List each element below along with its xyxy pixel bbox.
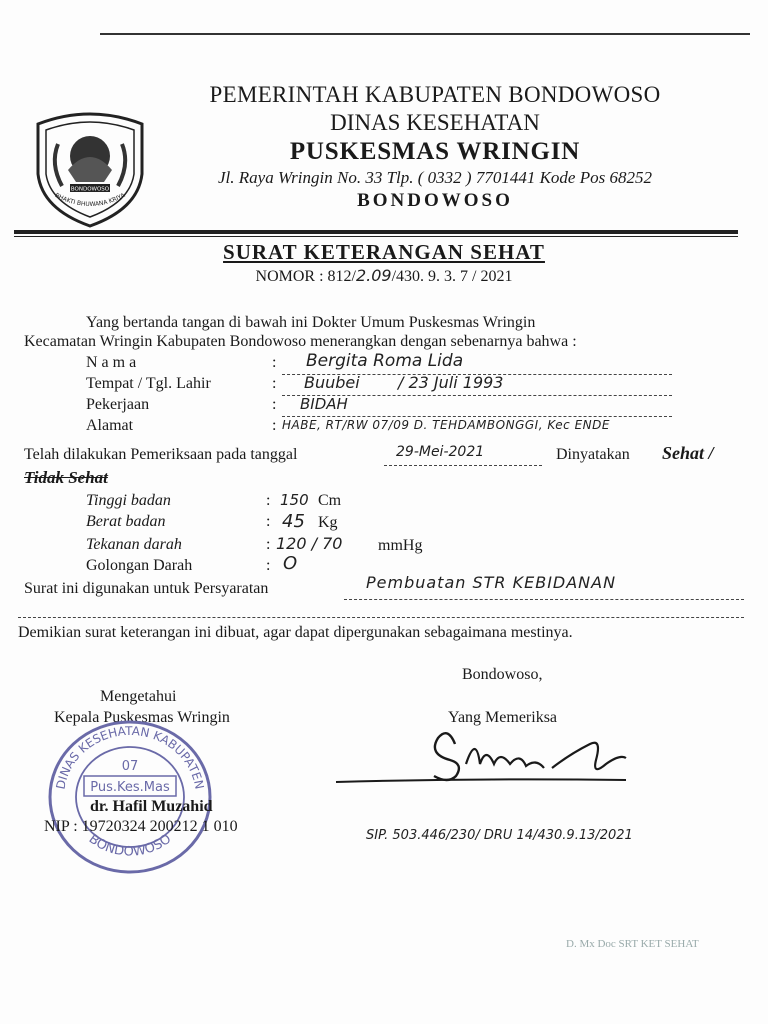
nomor-suffix: /430. 9. 3. 7 / 2021 xyxy=(391,268,513,285)
purpose-label: Surat ini digunakan untuk Persyaratan xyxy=(24,580,269,597)
logo-text-top: BONDOWOSO xyxy=(70,186,110,193)
header-address: Jl. Raya Wringin No. 33 Tlp. ( 0332 ) 7701441 Kode Pos 68252 xyxy=(218,168,652,187)
document-title xyxy=(0,240,768,265)
nomor-hand: 2.09 xyxy=(355,266,392,285)
purpose-dotline2 xyxy=(18,616,744,618)
exam-date-dotline xyxy=(384,464,542,466)
document-number xyxy=(0,266,768,286)
sign-sip: SIP. 503.446/230/ DRU 14/430.9.13/2021 xyxy=(366,828,633,843)
golongan-value: O xyxy=(283,553,298,574)
sign-city-date: Bondowoso, xyxy=(462,666,543,683)
logo-text-bottom: BHAKTI BHUWANA KRIYA xyxy=(53,191,127,209)
sign-left-title1: Mengetahui xyxy=(100,688,177,705)
exam-tidak-sehat: Tidak Sehat xyxy=(24,468,108,487)
tekanan-value: 120 / 70 xyxy=(276,534,343,553)
tekanan-label: Tekanan darah xyxy=(86,536,182,553)
exam-date-value: 29-Mei-2021 xyxy=(396,444,485,460)
ttl-place: Buubei xyxy=(304,373,360,392)
ttl-colon: : xyxy=(272,375,277,392)
footer-faint-text: D. Mx Doc SRT KET SEHAT xyxy=(566,938,699,950)
golongan-colon: : xyxy=(266,557,271,574)
berat-unit: Kg xyxy=(318,514,338,531)
pekerjaan-colon: : xyxy=(272,396,277,413)
nomor-prefix: NOMOR : 812/ xyxy=(255,268,356,285)
ttl-date: / 23 Juli 1993 xyxy=(398,373,504,392)
header-rule-thick xyxy=(14,230,738,234)
alamat-label: Alamat xyxy=(86,417,134,434)
pekerjaan-value: BIDAH xyxy=(300,395,348,413)
nama-label: N a m a xyxy=(86,354,137,371)
nama-value: Bergita Roma Lida xyxy=(306,351,464,371)
tekanan-colon: : xyxy=(266,536,271,553)
closing-statement: Demikian surat keterangan ini dibuat, agar dapat dipergunakan sebagaimana mestinya. xyxy=(18,624,573,641)
tekanan-unit: mmHg xyxy=(378,537,423,554)
header-city: BONDOWOSO xyxy=(357,190,513,211)
header-rule-thin xyxy=(14,236,738,237)
purpose-value: Pembuatan STR KEBIDANAN xyxy=(366,573,617,592)
sign-right-title: Yang Memeriksa xyxy=(448,709,558,726)
examiner-signature xyxy=(330,724,640,794)
berat-colon: : xyxy=(266,513,271,530)
header-line1: PEMERINTAH KABUPATEN BONDOWOSO xyxy=(209,82,661,107)
logo-motto xyxy=(54,192,127,209)
berat-label: Berat badan xyxy=(86,513,166,530)
tinggi-colon: : xyxy=(266,492,271,509)
intro-line1: Yang bertanda tangan di bawah ini Dokter Umum Puskesmas Wringin xyxy=(86,314,536,331)
exam-sehat: Sehat / xyxy=(662,443,714,463)
sign-left-nip: NIP : 19720324 200212 1 010 xyxy=(44,818,238,835)
stamp-number: 07 xyxy=(121,759,139,774)
tinggi-label: Tinggi badan xyxy=(86,492,171,509)
header-line2: DINAS KESEHATAN xyxy=(330,110,540,135)
stamp-bottom-text: BONDOWOSO xyxy=(85,831,175,860)
sign-left-title2: Kepala Puskesmas Wringin xyxy=(54,709,230,726)
intro-line2: Kecamatan Wringin Kabupaten Bondowoso menerangkan dengan sebenarnya bahwa : xyxy=(24,333,577,350)
pekerjaan-label: Pekerjaan xyxy=(86,396,150,413)
tinggi-unit: Cm xyxy=(318,492,342,509)
alamat-value: HABE, RT/RW 07/09 D. TEHDAMBONGGI, Kec ENDE xyxy=(282,418,610,432)
golongan-label: Golongan Darah xyxy=(86,557,193,574)
stamp-center: Pus.Kes.Mas xyxy=(90,780,170,795)
berat-value: 45 xyxy=(282,511,305,532)
ttl-label: Tempat / Tgl. Lahir xyxy=(86,375,211,392)
bondowoso-emblem-logo xyxy=(28,104,152,228)
top-border-line xyxy=(100,33,750,35)
pekerjaan-dotline xyxy=(282,415,672,417)
sign-left-name: dr. Hafil Muzahid xyxy=(90,798,213,815)
exam-text2: Dinyatakan xyxy=(556,446,630,463)
stamp-outer-text: DINAS KESEHATAN KABUPATEN xyxy=(53,723,207,791)
header-line3: PUSKESMAS WRINGIN xyxy=(289,138,581,165)
exam-text1: Telah dilakukan Pemeriksaan pada tanggal xyxy=(24,446,298,463)
official-stamp xyxy=(46,718,214,876)
purpose-dotline1 xyxy=(344,598,744,600)
alamat-colon: : xyxy=(272,417,277,434)
tinggi-value: 150 xyxy=(280,491,309,509)
document-title-text: SURAT KETERANGAN SEHAT xyxy=(223,240,545,264)
nama-colon: : xyxy=(272,354,277,371)
